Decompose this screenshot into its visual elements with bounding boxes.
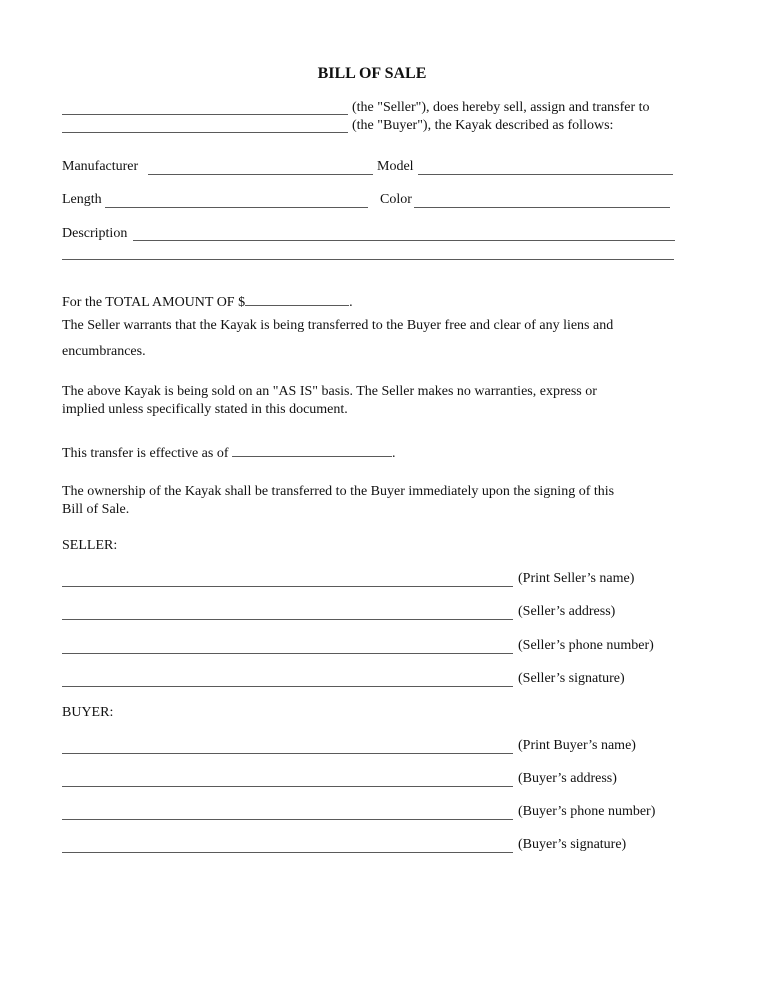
ownership-text-line-1: The ownership of the Kayak shall be transferred to the Buyer immediately upon the signing of this <box>62 484 615 499</box>
as-is-text-line-1: The above Kayak is being sold on an "AS IS" basis. The Seller makes no warranties, express or <box>62 384 597 399</box>
seller-heading: SELLER: <box>62 538 118 553</box>
buyer-address-label: (Buyer’s address) <box>518 771 617 786</box>
effective-date-suffix: . <box>392 446 396 461</box>
total-amount-label: For the TOTAL AMOUNT OF $ <box>62 295 246 310</box>
manufacturer-label: Manufacturer <box>62 159 139 174</box>
buyer-signature-label: (Buyer’s signature) <box>518 837 627 852</box>
manufacturer-blank <box>148 174 373 175</box>
buyer-address-line <box>62 786 513 787</box>
as-is-text-line-2: implied unless specifically stated in this document. <box>62 402 348 417</box>
seller-name-blank <box>62 114 348 115</box>
seller-phone-line <box>62 653 513 654</box>
color-blank <box>414 207 670 208</box>
warranty-text-line-2: encumbrances. <box>62 344 146 359</box>
buyer-heading: BUYER: <box>62 705 114 720</box>
model-label: Model <box>377 159 414 174</box>
length-blank <box>105 207 368 208</box>
buyer-phone-line <box>62 819 513 820</box>
model-blank <box>418 174 673 175</box>
seller-signature-label: (Seller’s signature) <box>518 671 625 686</box>
total-amount-suffix: . <box>349 295 353 310</box>
buyer-signature-line <box>62 852 513 853</box>
description-label: Description <box>62 226 128 241</box>
buyer-intro-text: (the "Buyer"), the Kayak described as follows: <box>352 118 614 133</box>
buyer-name-blank <box>62 132 348 133</box>
document-title: BILL OF SALE <box>317 65 427 82</box>
seller-signature-line <box>62 686 513 687</box>
seller-name-label: (Print Seller’s name) <box>518 571 635 586</box>
description-blank-1 <box>133 240 675 241</box>
seller-address-line <box>62 619 513 620</box>
buyer-name-label: (Print Buyer’s name) <box>518 738 636 753</box>
total-amount-blank <box>245 293 349 306</box>
description-blank-2 <box>62 259 674 260</box>
ownership-text-line-2: Bill of Sale. <box>62 502 130 517</box>
buyer-name-line <box>62 753 513 754</box>
length-label: Length <box>62 192 102 207</box>
seller-address-label: (Seller’s address) <box>518 604 616 619</box>
color-label: Color <box>380 192 412 207</box>
effective-date-line <box>62 444 396 461</box>
warranty-text-line-1: The Seller warrants that the Kayak is being transferred to the Buyer free and clear of any liens and <box>62 318 614 333</box>
effective-date-label: This transfer is effective as of <box>62 446 229 461</box>
effective-date-blank <box>232 444 392 457</box>
buyer-phone-label: (Buyer’s phone number) <box>518 804 656 819</box>
seller-name-signature-line <box>62 586 513 587</box>
total-amount-line <box>62 293 353 310</box>
seller-intro-text: (the "Seller"), does hereby sell, assign and transfer to <box>352 100 650 115</box>
seller-phone-label: (Seller’s phone number) <box>518 638 654 653</box>
